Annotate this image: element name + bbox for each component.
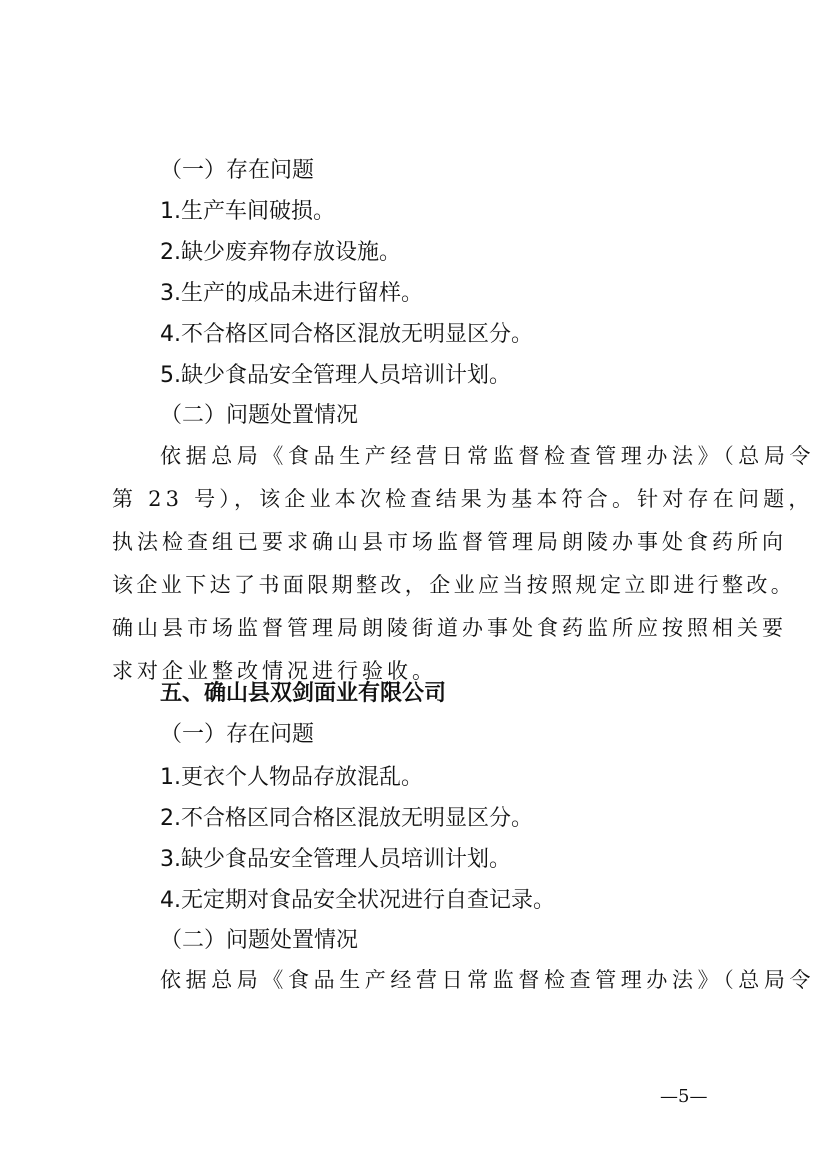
section4-disposal-line-5: 确山县市场监督管理局朗陵街道办事处食药监所应按照相关要 [112,616,787,640]
section4-disposal-line-4: 该企业下达了书面限期整改，企业应当按照规定立即进行整改。 [112,573,796,597]
section4-issue-2: 2.缺少废弃物存放设施。 [160,240,401,265]
section4-disposal-line-6: 求对企业整改情况进行验收。 [112,659,437,683]
section5-title: 五、确山县双剑面业有限公司 [160,681,447,706]
section4-disposal-line-1: 依据总局《食品生产经营日常监督检查管理办法》（总局令 [160,444,816,468]
section5-issue-2: 2.不合格区同合格区混放无明显区分。 [160,806,533,831]
section4-disposal-line-2: 第 23 号），该企业本次检查结果为基本符合。针对存在问题， [112,487,814,511]
section4-issue-4: 4.不合格区同合格区混放无明显区分。 [160,322,533,347]
section5-issue-3: 3.缺少食品安全管理人员培训计划。 [160,847,511,872]
section4-sub1-heading: （一）存在问题 [160,158,315,183]
section5-issue-1: 1.更衣个人物品存放混乱。 [160,765,423,790]
section5-disposal-line-1: 依据总局《食品生产经营日常监督检查管理办法》（总局令 [160,968,816,992]
section5-issue-4: 4.无定期对食品安全状况进行自查记录。 [160,888,555,913]
section4-issue-3: 3.生产的成品未进行留样。 [160,281,423,306]
section5-sub1-heading: （一）存在问题 [160,722,315,747]
section4-issue-5: 5.缺少食品安全管理人员培训计划。 [160,363,511,388]
section4-disposal-line-3: 执法检查组已要求确山县市场监督管理局朗陵办事处食药所向 [112,530,787,554]
page-number: —5— [660,1086,708,1107]
section4-issue-1: 1.生产车间破损。 [160,199,335,224]
section4-sub2-heading: （二）问题处置情况 [160,403,359,428]
section5-sub2-heading: （二）问题处置情况 [160,928,359,953]
